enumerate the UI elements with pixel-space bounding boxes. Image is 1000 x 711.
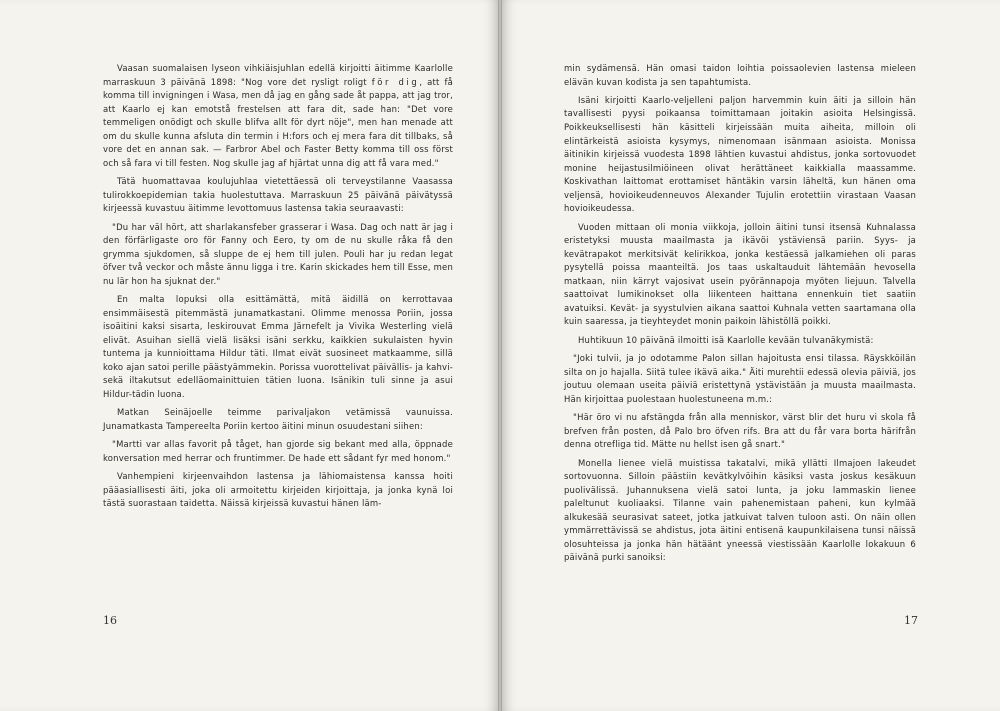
page-number-right: 17 <box>904 614 918 627</box>
quote-paragraph: "Joki tulvii, ja jo odotamme Palon sillan hajoitusta ensi tilassa. Räyskköilän silta on jo hajalla. Siitä tulee ikävä aika." Äiti murehtii edessä olevia päiviä, jos joutuu olemaan useita päiviä eristettynä ystävistään ja muusta maailmasta. Hän kirjoittaa puolestaan huolestuneena m.m.: <box>564 353 916 404</box>
spaced-emphasis: för dig <box>371 76 420 87</box>
paragraph-text: Vaasan suomalaisen lyseon vihkiäisjuhlan edellä kirjoitti äitimme Kaarlolle marraskuun 3 päivänä 1898: "Nog vore det rysligt roligt <box>103 63 453 87</box>
continued-paragraph: min sydämensä. Hän omasi taidon loihtia poissaolevien lastensa mieleen elävän kuvan kodista ja sen tapahtumista. <box>564 63 916 87</box>
paragraph: Tätä huomattavaa koulujuhlaa vietettäessä oli terveystilanne Vaasassa tulirokkoepidemian takia huolestuttava. Marraskuun 25 päivänä päivätyssä kirjeessä kuvastuu äitimme levottomuus lastensa takia seuraavasti: <box>103 176 453 214</box>
paragraph-text: , att få komma till invigningen i Wasa, men då jag en gång sade åt pappa, att jag tror, att Kaarlo ej kan emotstå frestelsen att fara dit, sade han: "Det vore temmeligen onödigt och skulle blifva allt för dyrt nöje", men han menade att om du skulle kunna afsluta din termin i H:fors och ej mera fara dit tillbaks, så vore det en annan sak. — Farbror Abel och Faster Betty komma till oss först och så fara vi till festen. Nog skulle jag af hjärtat unna dig att få vara med." <box>103 76 453 168</box>
right-page-text <box>564 62 916 570</box>
paragraph: Isäni kirjoitti Kaarlo-veljelleni paljon harvemmin kuin äiti ja silloin hän tavallisesti pyysi poikaansa toimittamaan joitakin asioita Helsingissä. Poikkeuksellisesti hän käsitteli kirjeissään muita aiheita, milloin oli elintärkeistä asioista kysymys, nimenomaan isänmaan asioista. Monissa äitinikin kirjeissä vuodesta 1898 lähtien kuvastui ahdistus, jonka sortovuodet monine heijastusilmiöineen olivat herättäneet kaikkialla maassamme. Koskivathan laittomat erottamiset häntäkin varsin läheltä, kun hänen oma veljensä, hovioikeudenneuvos Alexander Tujulin erotettiin virastaan Vaasan hovioikeudessa. <box>564 94 916 214</box>
paragraph: En malta lopuksi olla esittämättä, mitä äidillä on kerrottavaa ensimmäisestä pitemmästä junamatkastani. Olimme menossa Poriin, jossa isoäitini kaksi sisarta, leskirouvat Emma Järnefelt ja Vivika Westerling vielä elivät. Asuihan siellä vielä lisäksi isäni serkku, kaikkien sukulaisten hyvin tuntema ja kunnioittama Hildur täti. Ilmat eivät suosineet matkaamme, sillä koko ajan satoi perille päästyämmekin. Porissa vuorottelivat päivällis- ja kahvi- sekä iltakutsut edelläomainittuien tätien luona. Isänikin tuli sinne ja asui Hildur-tädin luona. <box>103 294 453 399</box>
left-page-text <box>103 62 453 516</box>
right-page <box>502 0 1000 711</box>
page-number-left: 16 <box>103 614 117 627</box>
quote-paragraph: "Martti var allas favorit på tåget, han gjorde sig bekant med alla, öppnade konversation med herrar och fruntimmer. De hade ett sådant fyr med honom." <box>103 439 453 463</box>
paragraph: Huhtikuun 10 päivänä ilmoitti isä Kaarlolle kevään tulvanäkymistä: <box>578 334 874 345</box>
paragraph: Vanhempieni kirjeenvaihdon lastensa ja lähiomaistensa kanssa hoiti pääasiallisesti äiti, joka oli armoitettu kirjeiden kirjoittaja, ja jonka kynä loi tästä suorastaan taidetta. Näissä kirjeissä kuvastui hänen läm- <box>103 471 453 509</box>
quote-paragraph: "Du har väl hört, att sharlakansfeber grasserar i Wasa. Dag och natt är jag i den förfärligaste oro för Fanny och Eero, ty om de nu skulle råka få den grymma sjukdomen, så sluppe de ej hem till julen. Pouli har ju redan legat öfver två veckor och måste ännu ligga i tre. Karin skickades hem till Esse, men nu lär hon ha sjuknat der." <box>103 221 453 286</box>
paragraph <box>103 62 453 170</box>
left-page <box>0 0 498 711</box>
paragraph: Vuoden mittaan oli monia viikkoja, jolloin äitini tunsi itsensä Kuhnalassa eristetyksi muusta maailmasta ja ikävöi ystäviensä pariin. Syys- ja kevätrapakot merkitsivät kelirikkoa, jonka kestäessä jalkamiehen oli paras pysytellä poissa maanteiltä. Jos taas uskaltauduit lähtemään hevosella matkaan, niin kärryt vajosivat usein pyörännapoja myöten liejuun. Talvella saattoivat lumikinokset olla liikenteen haittana ennenkuin tiet saatiin avatuiksi. Kevät- ja syystulvien aikana saattoi Kuhnala vetten saartamana olla kuin saaressa, ja tieyhteydet monin paikoin lähistöllä poikki. <box>564 221 916 327</box>
quote-paragraph: "Här öro vi nu afstängda från alla menniskor, värst blir det huru vi skola få brefven från posten, då Palo bro öfven rifs. Bra att du får vara borta härifrån denna otrefliga tid. Mätte nu hellst isen gå snart." <box>564 412 916 450</box>
paragraph: Matkan Seinäjoelle teimme parivaljakon vetämissä vaunuissa. Junamatkasta Tampereelta Poriin kertoo äitini minun osuudestani siihen: <box>103 407 453 431</box>
paragraph: Monella lienee vielä muistissa takatalvi, mikä yllätti Ilmajoen lakeudet sortovuonna. Silloin päästiin kevätkylvöihin käsiksi vasta joskus kesäkuun puolivälissä. Juhannuksena vielä satoi lunta, ja joku lammaskin lienee paleltunut kuoliaaksi. Tilanne vain pahenemistaan paheni, kun kylmää alkukesää seurasivat sateet, jotka jatkuivat talven tuloon asti. On näin ollen ymmärrettävissä se ahdistus, jota äitini entisenä kaupunkilaisena tunsi näissä olosuhteissa ja jonka hän hätäänt yneessä viestissään Kaarlolle lokakuun 6 päivänä purki sanoiksi: <box>564 457 916 563</box>
